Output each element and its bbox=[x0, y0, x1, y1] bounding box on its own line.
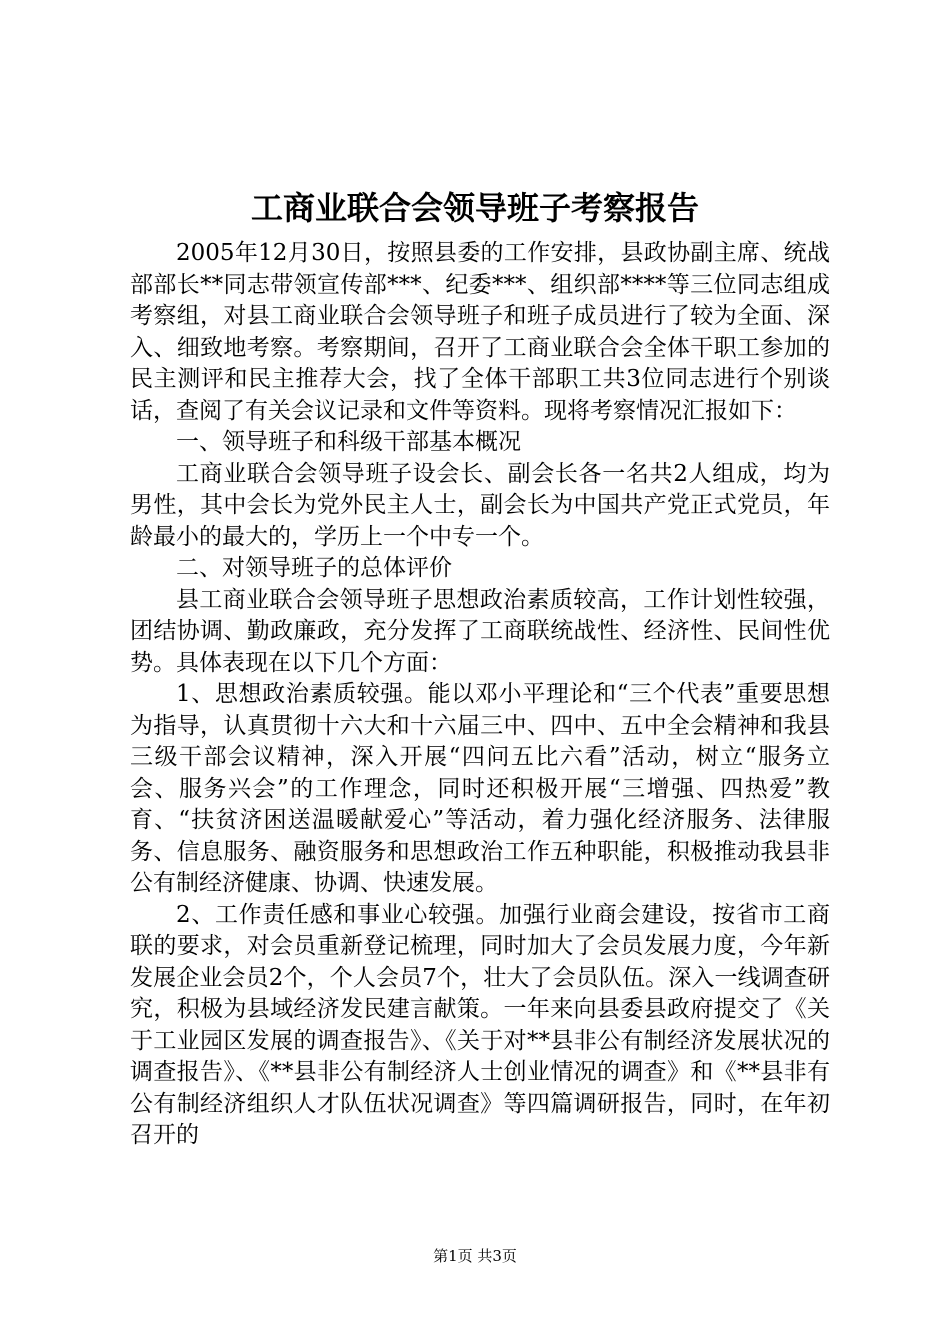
page-number: 第1页 共3页 bbox=[433, 1247, 517, 1265]
paragraph-point-1: 1、思想政治素质较强。能以邓小平理论和“三个代表”重要思想为指导，认真贯彻十六大和十六届三中、四中、五中全会精神和我县三级干部会议精神，深入开展“四问五比六看”活动，树立“服务立会、服务兴会”的工作理念，同时还积极开展“三增强、四热爱”教育、“扶贫济困送温暖献爱心”等活动，着力强化经济服务、法律服务、信息服务、融资服务和思想政治工作五种职能，积极推动我县非公有制经济健康、协调、快速发展。 bbox=[130, 681, 830, 896]
paragraph-overview: 工商业联合会领导班子设会长、副会长各一名共2人组成，均为男性，其中会长为党外民主人士，副会长为中国共产党正式党员，年龄最小的最大的，学历上一个中专一个。 bbox=[130, 460, 830, 550]
document-title: 工商业联合会领导班子考察报告 bbox=[250, 189, 699, 227]
paragraph-intro: 2005年12月30日，按照县委的工作安排，县政协副主席、统战部部长**同志带领宣传部***、纪委***、组织部****等三位同志组成考察组，对县工商业联合会领导班子和班子成员进行了较为全面、深入、细致地考察。考察期间，召开了工商业联合会全体干职工参加的民主测评和民主推荐大会，找了全体干部职工共3位同志进行个别谈话，查阅了有关会议记录和文件等资料。现将考察情况汇报如下： bbox=[130, 240, 830, 424]
paragraph-evaluation: 县工商业联合会领导班子思想政治素质较高，工作计划性较强，团结协调、勤政廉政，充分发挥了工商联统战性、经济性、民间性优势。具体表现在以下几个方面： bbox=[130, 586, 830, 676]
section-heading-1: 一、领导班子和科级干部基本概况 bbox=[176, 429, 521, 455]
paragraph-point-2: 2、工作责任感和事业心较强。加强行业商会建设，按省市工商联的要求，对会员重新登记梳理，同时加大了会员发展力度，今年新发展企业会员2个，个人会员7个，壮大了会员队伍。深入一线调查研究，积极为县域经济发民建言献策。一年来向县委县政府提交了《关于工业园区发展的调查报告》、《关于对**县非公有制经济发展状况的调查报告》、《**县非公有制经济人士创业情况的调查》和《**县非有公有制经济组织人才队伍状况调查》等四篇调研报告，同时，在年初召开的 bbox=[130, 901, 830, 1148]
document-body bbox=[130, 238, 830, 1152]
section-heading-2: 二、对领导班子的总体评价 bbox=[176, 555, 452, 581]
